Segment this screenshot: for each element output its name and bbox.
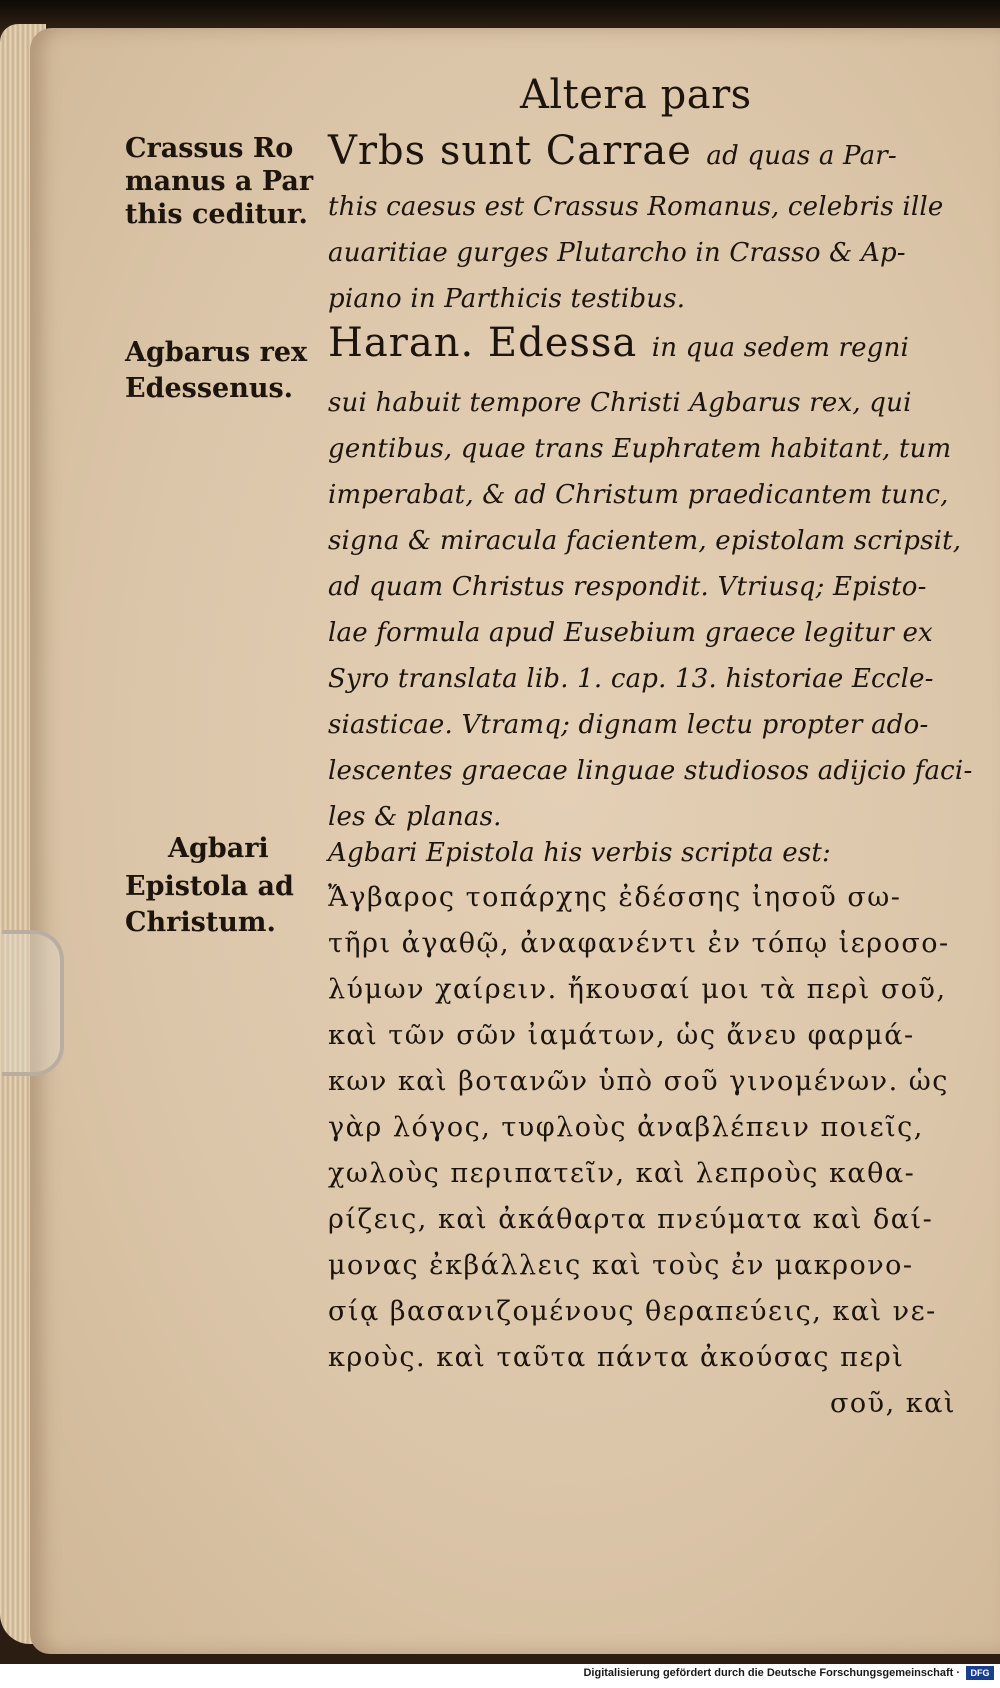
line-rest: ad quas a Par- — [706, 141, 897, 171]
dfg-logo: DFG — [966, 1666, 994, 1680]
greek-line: καὶ τῶν σῶν ἰαμάτων, ὡς ἄνευ φαρμά- — [328, 1020, 915, 1051]
catchword: σοῦ, καὶ — [830, 1388, 956, 1419]
margin-note-epistola-2: Epistola ad — [125, 871, 294, 902]
body-line: Agbari Epistola his verbis scripta est: — [328, 838, 832, 868]
body-line: auaritiae gurges Plutarcho in Crasso & Ap- — [328, 238, 906, 268]
lead-words: Haran. Edessa — [328, 320, 638, 366]
greek-line: χωλοὺς περιπατεῖν, καὶ λεπροὺς καθα- — [328, 1158, 916, 1189]
body-line: gentibus, quae trans Euphratem habitant, tum — [328, 434, 952, 464]
margin-note-crassus-2: manus a Par — [125, 166, 314, 197]
margin-note-crassus-3: this ceditur. — [125, 199, 308, 230]
greek-line: Ἄγβαρος τοπάρχης ἐδέσσης ἰησοῦ σω- — [328, 882, 902, 913]
body-line: ad quam Christus respondit. Vtriusq; Episto- — [328, 572, 927, 602]
margin-note-epistola-3: Christum. — [125, 907, 276, 938]
greek-line: κων καὶ βοτανῶν ὑπὸ σοῦ γινομένων. ὡς — [328, 1066, 949, 1097]
margin-note-crassus-1: Crassus Ro — [125, 133, 294, 164]
body-line: sui habuit tempore Christi Agbarus rex, qui — [328, 388, 912, 418]
running-head: Altera pars — [520, 72, 752, 118]
body-line: Syro translata lib. 1. cap. 13. historiae Eccle- — [328, 664, 934, 694]
greek-line: κροὺς. καὶ ταῦτα πάντα ἀκούσας περὶ — [328, 1342, 905, 1373]
body-line: imperabat, & ad Christum praedicantem tunc, — [328, 480, 949, 510]
body-line: lescentes graecae linguae studiosos adijcio faci- — [328, 756, 973, 786]
line-rest: in qua sedem regni — [651, 333, 910, 363]
body-line — [328, 128, 897, 174]
margin-note-epistola-1: Agbari — [168, 833, 269, 864]
greek-line: ρίζεις, καὶ ἀκάθαρτα πνεύματα καὶ δαί- — [328, 1204, 934, 1235]
body-line: this caesus est Crassus Romanus, celebris ille — [328, 192, 944, 222]
greek-line: σίᾳ βασανιζομένους θεραπεύεις, καὶ νε- — [328, 1296, 937, 1327]
body-line: lae formula apud Eusebium graece legitur ex — [328, 618, 933, 648]
body-line — [328, 320, 909, 366]
greek-line: γὰρ λόγος, τυφλοὺς ἀναβλέπειν ποιεῖς, — [328, 1112, 924, 1143]
body-line: siasticae. Vtramq; dignam lectu propter ado- — [328, 710, 929, 740]
body-line: piano in Parthicis testibus. — [328, 284, 686, 314]
footer-credit: Digitalisierung gefördert durch die Deutsche Forschungsgemeinschaft · — [583, 1667, 960, 1679]
greek-line: λύμων χαίρειν. ἤκουσαί μοι τὰ περὶ σοῦ, — [328, 974, 947, 1005]
lead-words: Vrbs sunt Carrae — [328, 128, 692, 174]
page-clip — [2, 930, 64, 1076]
greek-line: μονας ἐκβάλλεις καὶ τοὺς ἐν μακρονο- — [328, 1250, 914, 1281]
margin-note-agbarus-2: Edessenus. — [125, 373, 294, 404]
margin-note-agbarus-1: Agbarus rex — [125, 337, 308, 368]
greek-line: τῆρι ἀγαθῷ, ἀναφανέντι ἐν τόπῳ ἱεροσο- — [328, 928, 950, 959]
body-line: signa & miracula facientem, epistolam scripsit, — [328, 526, 962, 556]
body-line: les & planas. — [328, 802, 502, 832]
